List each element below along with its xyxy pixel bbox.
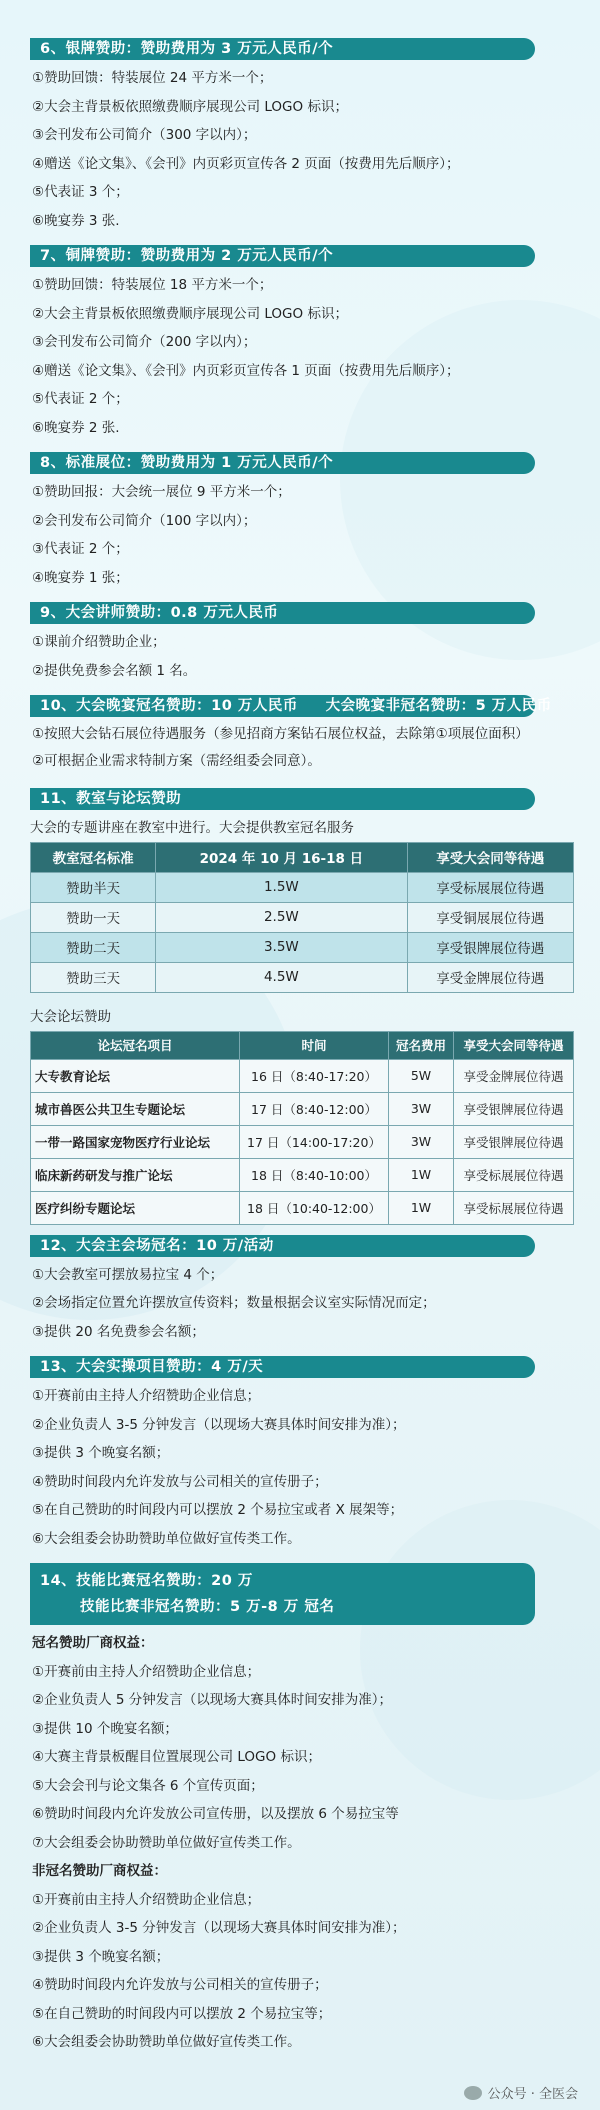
section-bronze — [30, 245, 570, 442]
section-skills-contest — [30, 1563, 570, 2057]
list-item: ⑤在自己赞助的时间段内可以摆放 2 个易拉宝或者 X 展架等； — [32, 1502, 404, 1518]
table-row — [31, 902, 574, 932]
section-standard-booth — [30, 452, 570, 592]
table-cell: 一带一路国家宠物医疗行业论坛 — [31, 1125, 240, 1158]
table-cell: 17 日（14:00-17:20） — [240, 1125, 389, 1158]
header-line-2: 技能比赛非冠名赞助：5 万-8 万 冠名 — [80, 1599, 335, 1615]
list-item: ②可根据企业需求特制方案（需经组委会同意）。 — [32, 753, 321, 769]
list-item: ⑥大会组委会协助赞助单位做好宣传类工作。 — [32, 1530, 301, 1547]
list-item: ①开赛前由主持人介绍赞助企业信息； — [32, 1388, 261, 1404]
section-header — [30, 1563, 535, 1625]
table-cell: 16 日（8:40-17:20） — [240, 1059, 389, 1092]
section-main-venue — [30, 1235, 570, 1347]
table-cell: 3W — [389, 1125, 454, 1158]
table-header: 时间 — [240, 1031, 389, 1059]
section-header: 13、大会实操项目赞助：4 万/天 — [30, 1356, 535, 1378]
table-cell: 1W — [389, 1158, 454, 1191]
section-header: 10、大会晚宴冠名赞助：10 万人民币 大会晚宴非冠名赞助：5 万人民币 — [30, 695, 535, 717]
classroom-table — [30, 842, 574, 993]
table-cell: 赞助一天 — [31, 902, 156, 932]
section-header: 7、铜牌赞助：赞助费用为 2 万元人民币/个 — [30, 245, 535, 267]
table-cell: 3.5W — [156, 932, 407, 962]
table-cell: 享受铜展展位待遇 — [407, 902, 573, 932]
section-dinner — [30, 695, 570, 776]
list-item: ①按照大会钻石展位待遇服务（参见招商方案钻石展位权益，去除第①项展位面积） — [32, 726, 529, 742]
list-item: ②会场指定位置允许摆放宣传资料；数量根据会议室实际情况而定； — [32, 1295, 436, 1311]
section-silver — [30, 38, 570, 235]
section-lecturer — [30, 602, 570, 685]
table-cell: 2.5W — [156, 902, 407, 932]
forum-intro: 大会论坛赞助 — [30, 1008, 111, 1025]
list-item: ①赞助回馈：特装展位 18 平方米一个； — [32, 277, 273, 293]
table-header: 冠名费用 — [389, 1031, 454, 1059]
list-item: ④赠送《论文集》、《会刊》内页彩页宣传各 1 页面（按费用先后顺序）； — [32, 362, 460, 379]
watermark-text: 公众号 · 全医会 — [487, 2087, 578, 2102]
list-item: ④赞助时间段内允许发放与公司相关的宣传册子； — [32, 1473, 328, 1490]
list-item: ①赞助回馈：特装展位 24 平方米一个； — [32, 70, 273, 86]
list-item: ②企业负责人 3-5 分钟发言（以现场大赛具体时间安排为准）； — [32, 1416, 406, 1433]
list-item: ⑤在自己赞助的时间段内可以摆放 2 个易拉宝等； — [32, 2005, 332, 2022]
table-cell: 5W — [389, 1059, 454, 1092]
list-item: ②提供免费参会名额 1 名。 — [32, 662, 197, 679]
table-cell: 17 日（8:40-12:00） — [240, 1092, 389, 1125]
list-item: ④晚宴券 1 张； — [32, 569, 129, 586]
table-row — [31, 1059, 574, 1092]
list-item: ⑤代表证 2 个； — [32, 391, 129, 407]
table-cell: 享受银牌展位待遇 — [407, 932, 573, 962]
list-item: ⑦大会组委会协助赞助单位做好宣传类工作。 — [32, 1834, 301, 1851]
table-cell: 赞助二天 — [31, 932, 156, 962]
table-cell: 享受标展展位待遇 — [407, 872, 573, 902]
section-header: 6、银牌赞助：赞助费用为 3 万元人民币/个 — [30, 38, 535, 60]
list-item: ②大会主背景板依照缴费顺序展现公司 LOGO 标识； — [32, 305, 348, 322]
wechat-icon — [464, 2086, 482, 2100]
list-item: ⑥赞助时间段内允许发放公司宣传册，以及摆放 6 个易拉宝等 — [32, 1806, 399, 1822]
table-cell: 赞助三天 — [31, 962, 156, 992]
table-cell: 18 日（8:40-10:00） — [240, 1158, 389, 1191]
list-item: ③提供 20 名免费参会名额； — [32, 1323, 205, 1340]
table-row — [31, 932, 574, 962]
group-title: 非冠名赞助厂商权益： — [32, 1863, 167, 1879]
list-item: ①赞助回报：大会统一展位 9 平方米一个； — [32, 484, 291, 500]
list-item: ④赠送《论文集》、《会刊》内页彩页宣传各 2 页面（按费用先后顺序）； — [32, 155, 460, 172]
table-row — [31, 1158, 574, 1191]
list-item: ③会刊发布公司简介（300 字以内）； — [32, 127, 257, 143]
table-row — [31, 1092, 574, 1125]
list-item: ①开赛前由主持人介绍赞助企业信息； — [32, 1663, 261, 1680]
table-cell: 享受金牌展位待遇 — [454, 1059, 574, 1092]
section-header: 9、大会讲师赞助：0.8 万元人民币 — [30, 602, 535, 624]
group-title: 冠名赞助厂商权益： — [32, 1635, 154, 1651]
list-item: ④赞助时间段内允许发放与公司相关的宣传册子； — [32, 1977, 328, 1993]
table-header: 2024 年 10 月 16-18 日 — [156, 842, 407, 872]
table-cell: 享受银牌展位待遇 — [454, 1092, 574, 1125]
table-cell: 18 日（10:40-12:00） — [240, 1191, 389, 1224]
table-cell: 临床新药研发与推广论坛 — [31, 1158, 240, 1191]
table-cell: 医疗纠纷专题论坛 — [31, 1191, 240, 1224]
list-item: ②企业负责人 5 分钟发言（以现场大赛具体时间安排为准）； — [32, 1692, 393, 1708]
list-item: ④大赛主背景板醒目位置展现公司 LOGO 标识； — [32, 1749, 321, 1765]
list-item: ②企业负责人 3-5 分钟发言（以现场大赛具体时间安排为准）； — [32, 1920, 406, 1936]
table-header: 享受大会同等待遇 — [454, 1031, 574, 1059]
table-row — [31, 1191, 574, 1224]
list-item: ①开赛前由主持人介绍赞助企业信息； — [32, 1891, 261, 1908]
table-cell: 城市兽医公共卫生专题论坛 — [31, 1092, 240, 1125]
list-item: ⑤大会会刊与论文集各 6 个宣传页面； — [32, 1777, 264, 1794]
list-item: ⑥大会组委会协助赞助单位做好宣传类工作。 — [32, 2034, 301, 2050]
table-row — [31, 962, 574, 992]
table-cell: 享受标展展位待遇 — [454, 1158, 574, 1191]
table-cell: 赞助半天 — [31, 872, 156, 902]
table-row — [31, 1125, 574, 1158]
list-item: ⑥晚宴券 3 张. — [32, 212, 120, 229]
section-header: 11、教室与论坛赞助 — [30, 788, 535, 810]
table-cell: 享受标展展位待遇 — [454, 1191, 574, 1224]
list-item: ②会刊发布公司简介（100 字以内）； — [32, 512, 257, 529]
section-header: 12、大会主会场冠名：10 万/活动 — [30, 1235, 535, 1257]
watermark — [464, 2083, 578, 2102]
list-item: ③提供 3 个晚宴名额； — [32, 1445, 170, 1461]
header-line-1: 14、技能比赛冠名赞助：20 万 — [40, 1573, 253, 1589]
table-cell: 1.5W — [156, 872, 407, 902]
forum-table — [30, 1031, 574, 1225]
table-header: 教室冠名标准 — [31, 842, 156, 872]
list-item: ⑥晚宴券 2 张. — [32, 419, 120, 436]
list-item: ③会刊发布公司简介（200 字以内）； — [32, 334, 257, 350]
list-item: ③提供 3 个晚宴名额； — [32, 1948, 170, 1965]
list-item: ①大会教室可摆放易拉宝 4 个； — [32, 1266, 224, 1283]
table-cell: 享受银牌展位待遇 — [454, 1125, 574, 1158]
list-item: ①课前介绍赞助企业； — [32, 634, 166, 650]
list-item: ③提供 10 个晚宴名额； — [32, 1720, 178, 1737]
table-cell: 1W — [389, 1191, 454, 1224]
table-cell: 大专教育论坛 — [31, 1059, 240, 1092]
list-item: ②大会主背景板依照缴费顺序展现公司 LOGO 标识； — [32, 98, 348, 115]
section-practical — [30, 1356, 570, 1553]
section-header: 8、标准展位：赞助费用为 1 万元人民币/个 — [30, 452, 535, 474]
table-cell: 4.5W — [156, 962, 407, 992]
table-cell: 3W — [389, 1092, 454, 1125]
classroom-intro: 大会的专题讲座在教室中进行。大会提供教室冠名服务 — [30, 819, 354, 836]
table-row — [31, 872, 574, 902]
table-header: 享受大会同等待遇 — [407, 842, 573, 872]
list-item: ⑤代表证 3 个； — [32, 184, 129, 200]
section-classroom-forum — [30, 788, 570, 1225]
table-cell: 享受金牌展位待遇 — [407, 962, 573, 992]
table-header: 论坛冠名项目 — [31, 1031, 240, 1059]
list-item: ③代表证 2 个； — [32, 541, 129, 557]
